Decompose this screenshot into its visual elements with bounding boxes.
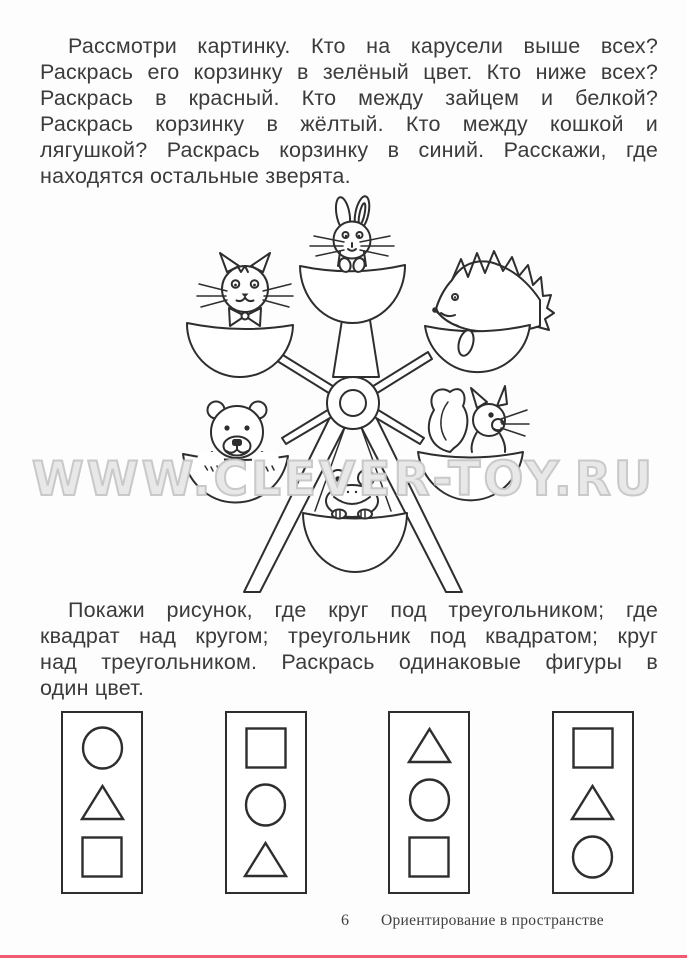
series-title: Ориентирование в пространстве [381,912,604,929]
hedgehog-illustration [432,251,554,332]
triangle-shape [79,783,126,822]
circle-shape [81,726,124,770]
basket-upper-left [187,323,293,377]
basket-lower-left [183,452,288,503]
square-shape [80,835,124,879]
cat-illustration [197,253,293,326]
triangle-shape [406,726,453,765]
bear-illustration [206,402,268,459]
bottom-accent-line [0,955,687,958]
task1-line: Раскрась его корзинку в зелёный цвет. Кто ниже всех? [40,60,658,84]
basket-upper-right [425,325,530,372]
shape-card-1 [61,711,143,894]
task2-text [40,597,658,701]
task1-line: находятся остальные зверята. [40,164,351,188]
task2-line: квадрат над кругом; треугольник под квадратом; круг [40,624,658,648]
circle-shape [408,778,451,822]
task1-line: Рассмотри картинку. Кто на карусели выше всех? [68,34,658,58]
basket-top [300,257,405,323]
wheel-hub [327,377,379,429]
carousel-illustration [0,195,687,605]
shape-cards-row [61,711,634,894]
task2-line: над треугольником. Раскрась одинаковые фигуры в [40,650,658,674]
square-shape [571,726,615,770]
shape-card-2 [225,711,307,894]
triangle-shape [569,783,616,822]
circle-shape [244,783,287,827]
squirrel-illustration [429,386,529,452]
task1-line: Раскрась в красный. Кто между зайцем и белкой? [40,86,658,110]
shape-card-3 [388,711,470,894]
rabbit-illustration [310,195,394,266]
task1-text [40,33,658,189]
square-shape [407,835,451,879]
shape-card-4 [552,711,634,894]
task1-line: лягушкой? Раскрась корзинку в синий. Расскажи, где [40,138,658,162]
task2-line: Покажи рисунок, где круг под треугольником; где [68,598,658,622]
watermark-text: WWW.CLEVER-TOY.RU [31,452,656,507]
basket-lower-right [418,452,523,500]
task2-line: один цвет. [40,676,145,700]
triangle-shape [242,840,289,879]
basket-bottom [303,510,407,573]
task1-line: Раскрась корзинку в жёлтый. Кто между кошкой и [40,112,658,136]
square-shape [244,726,288,770]
circle-shape [571,835,614,879]
page-number: 6 [341,912,349,929]
